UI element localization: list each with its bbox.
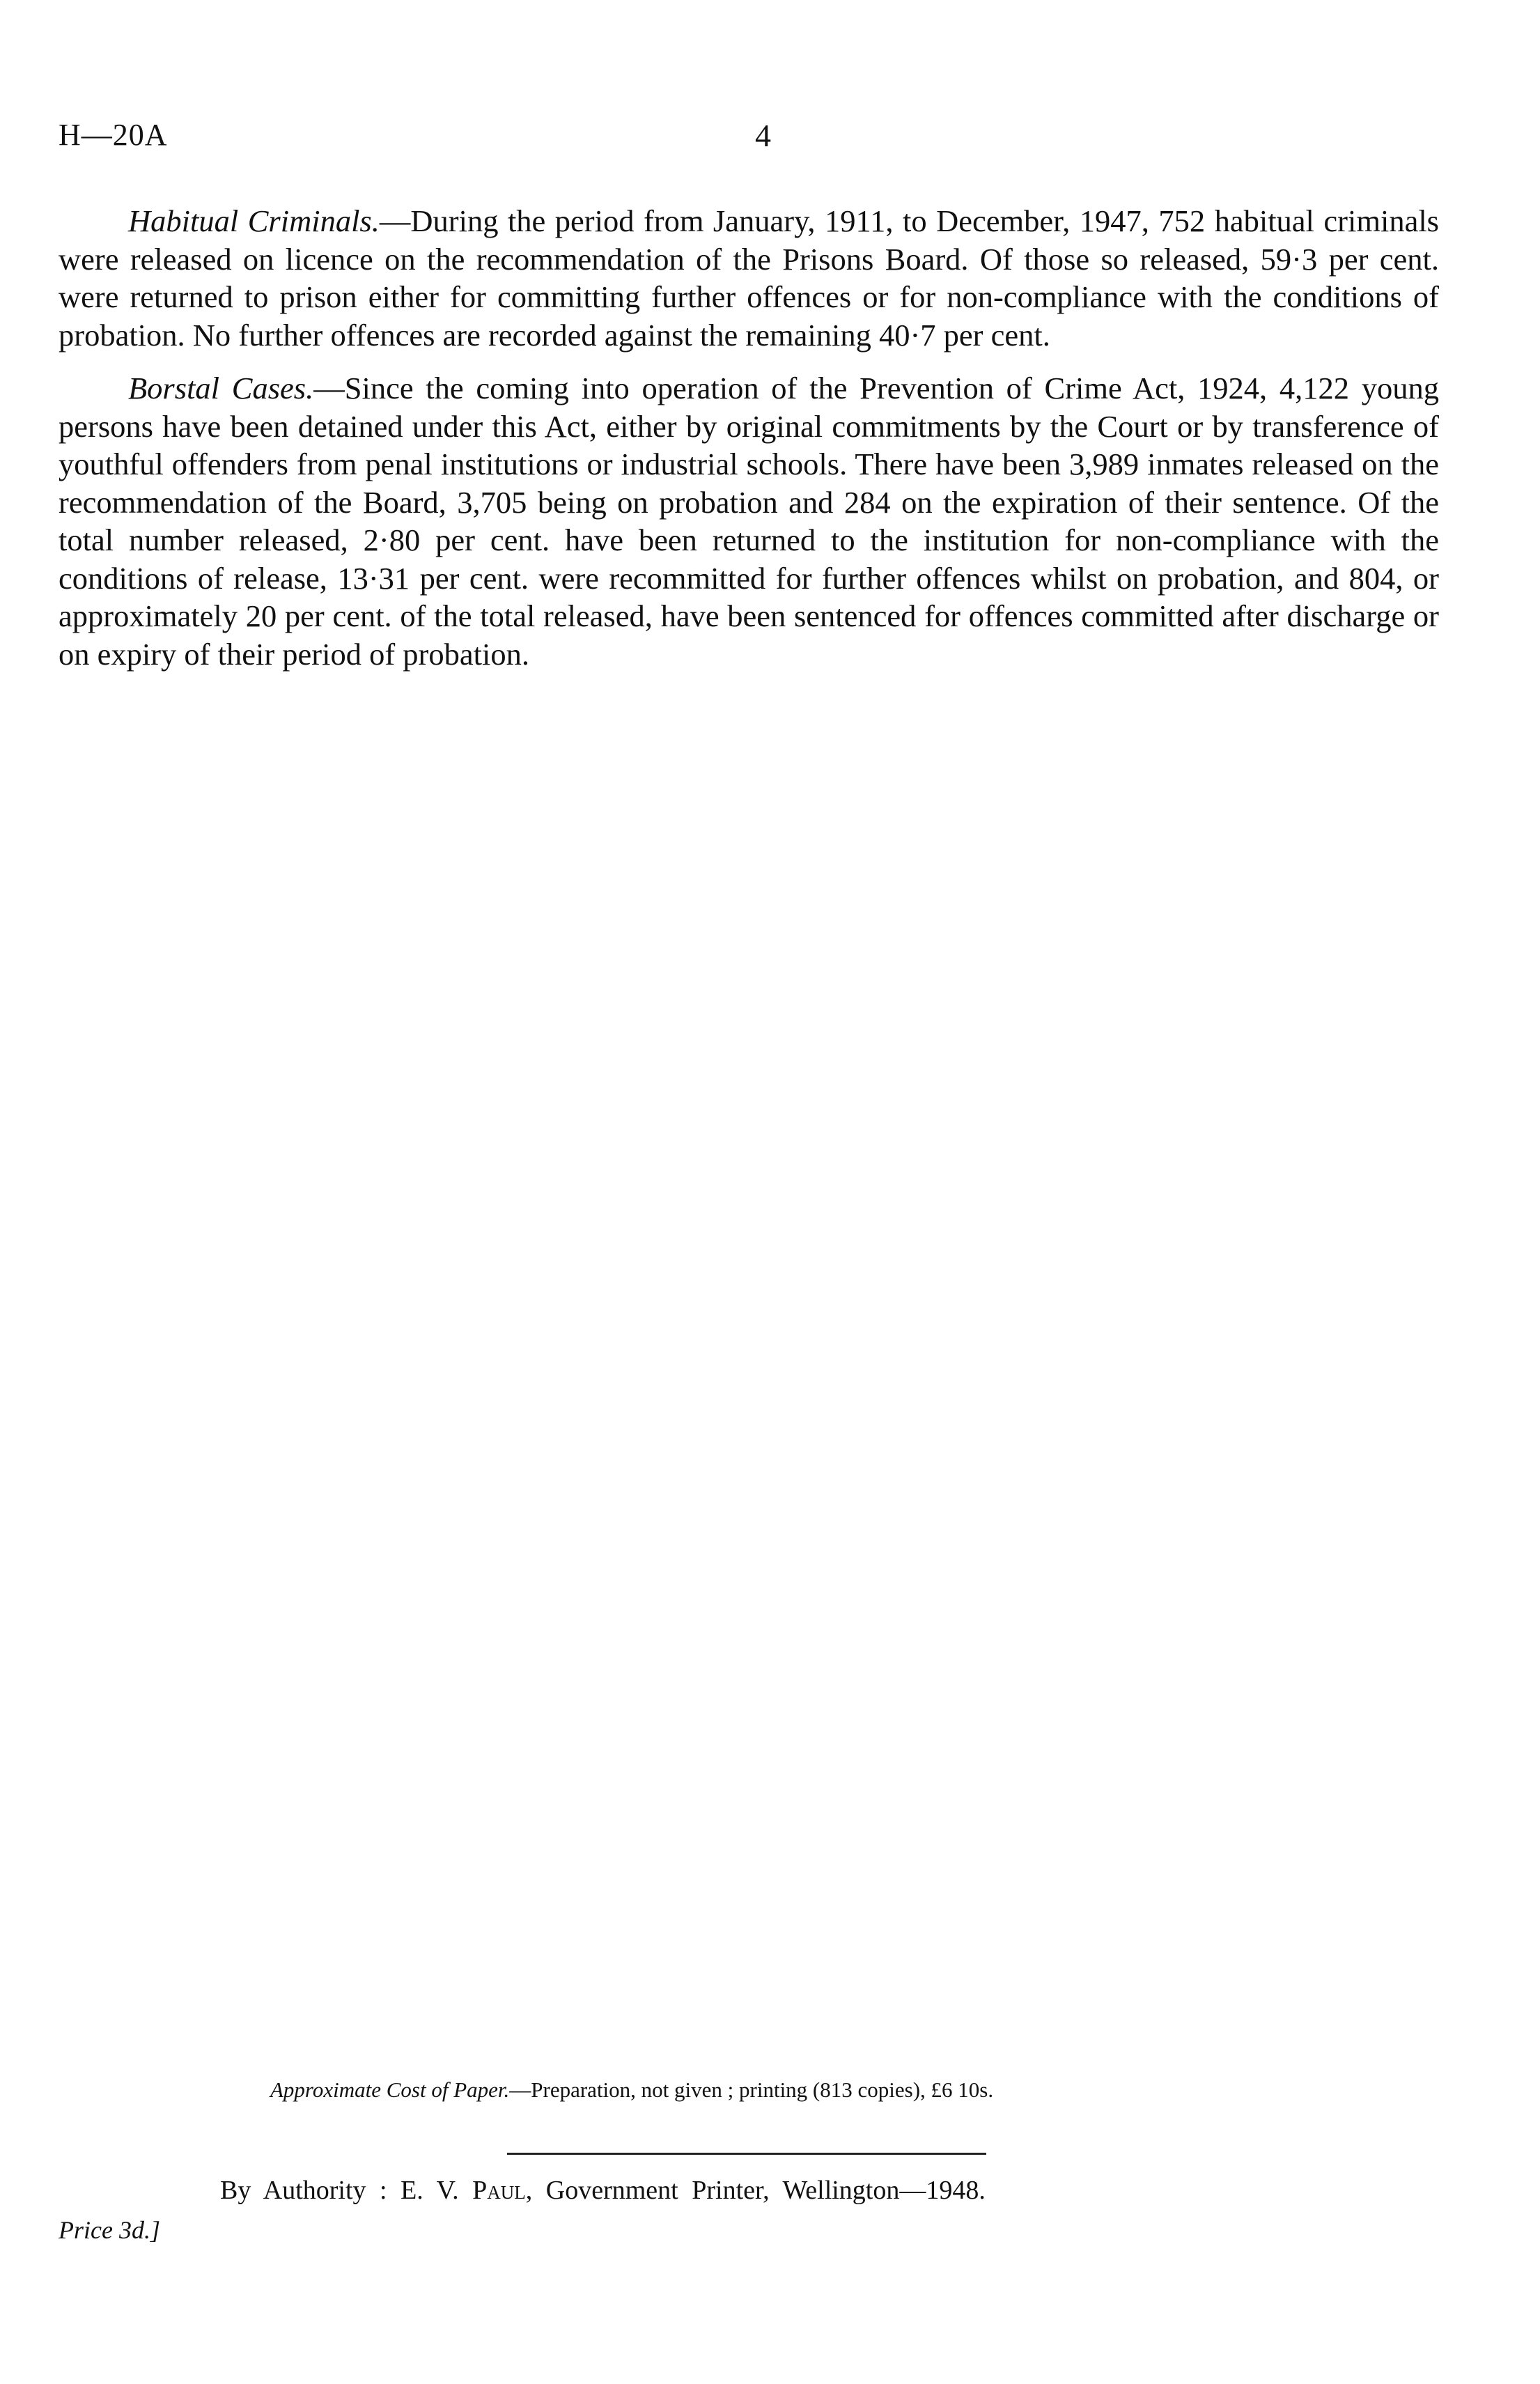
body-text bbox=[59, 202, 1439, 688]
printer-name: Paul bbox=[472, 2176, 526, 2205]
paragraph-text: —During the period from January, 1911, to December, 1947, 752 habitual criminals were released on licence on the recommendation of the Prisons Board. Of those so released, 59·3 per cent. were returned to prison either for committing further offences or for non-compliance with the conditions of probation. No further offences are recorded against the remaining 40·7 per cent. bbox=[59, 203, 1439, 353]
paragraph-heading: Borstal Cases. bbox=[128, 371, 314, 405]
authority-prefix: By Authority : bbox=[220, 2176, 387, 2205]
paragraph-borstal-cases bbox=[59, 369, 1439, 673]
cost-note-text: —Preparation, not given ; printing (813 copies), £6 10s. bbox=[509, 2077, 994, 2102]
paragraph-heading: Habitual Criminals. bbox=[128, 203, 380, 238]
printer-initials: E. V. bbox=[400, 2176, 459, 2205]
document-reference: H—20A bbox=[59, 118, 168, 152]
cost-note-heading: Approximate Cost of Paper. bbox=[270, 2077, 510, 2102]
paragraph-habitual-criminals bbox=[59, 202, 1439, 354]
page-number: 4 bbox=[755, 118, 771, 153]
cost-of-paper-note bbox=[270, 2077, 1245, 2103]
authority-suffix: , Government Printer, Wellington—1948. bbox=[525, 2176, 986, 2205]
footer-divider bbox=[507, 2153, 986, 2155]
printer-authority-line bbox=[220, 2175, 986, 2206]
page-header bbox=[59, 117, 1452, 159]
paragraph-text: —Since the coming into operation of the Prevention of Crime Act, 1924, 4,122 young persons have been detained under this Act, either by original commitments by the Court or by transference of youthful offenders from penal institutions or industrial schools. There have been 3,989 inmates released on the recommendation of the Board, 3,705 being on probation and 284 on the expiration of their sentence. Of the total number released, 2·80 per cent. have been returned to the institution for non-compliance with the conditions of release, 13·31 per cent. were recommitted for further offences whilst on probation, and 804, or approximately 20 per cent. of the total released, have been sentenced for offences committed after discharge or on expiry of their period of probation. bbox=[59, 371, 1439, 672]
price-note: Price 3d.] bbox=[59, 2216, 160, 2244]
